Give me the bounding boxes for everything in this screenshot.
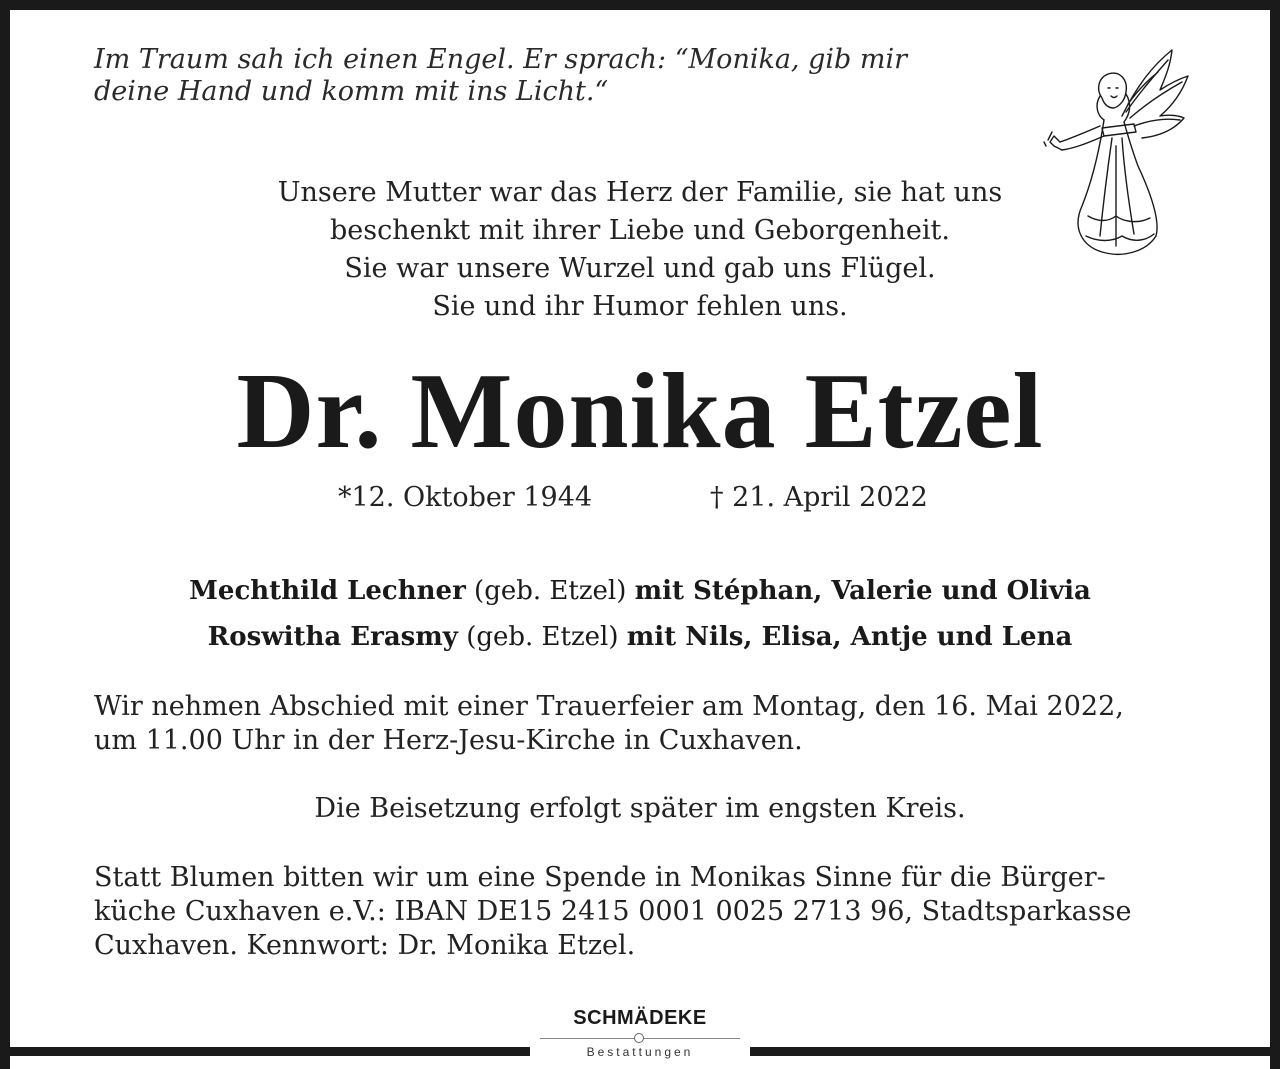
family-member-name: Mechthild Lechner [189, 576, 466, 606]
ceremony-line-1: Wir nehmen Abschied mit einer Trauerfeier am Montag, den 16. Mai 2022, [94, 691, 1124, 722]
donation-line-2: küche Cuxhaven e.V.: IBAN DE15 2415 0001 0025 2713 96, Stadtsparkasse [94, 896, 1132, 927]
family-member-children: mit Stéphan, Valerie und Olivia [634, 576, 1091, 606]
funeral-home-logo [540, 1004, 740, 1069]
funeral-home-subtitle: Bestattungen [586, 1045, 694, 1059]
family-member-row [0, 618, 1280, 656]
deceased-name: Dr. Monika Etzel [236, 352, 1044, 471]
ceremony-info [94, 690, 1194, 758]
motto-line-1: Im Traum sah ich einen Engel. Er sprach: “Monika, gib mir [94, 44, 908, 75]
angel-icon [1042, 46, 1192, 260]
death-date: † 21. April 2022 [710, 482, 928, 513]
tribute-line-2: beschenkt mit ihrer Liebe und Geborgenheit. [330, 215, 950, 246]
tribute-line-1: Unsere Mutter war das Herz der Familie, sie hat uns [277, 177, 1003, 208]
motto-line-2: deine Hand und komm mit ins Licht.“ [94, 76, 609, 107]
tribute-line-3: Sie war unsere Wurzel und gab uns Flügel. [344, 253, 936, 284]
bottom-rule-left [0, 1047, 530, 1056]
logo-dot-icon [634, 1033, 644, 1043]
donation-line-3: Cuxhaven. Kennwort: Dr. Monika Etzel. [94, 930, 636, 961]
funeral-home-brand: SCHMÄDEKE [573, 1007, 707, 1029]
family-member-maiden-name: (geb. Etzel) [466, 622, 619, 652]
birth-date: *12. Oktober 1944 [338, 482, 593, 513]
donation-info [94, 861, 1194, 963]
burial-line: Die Beisetzung erfolgt später im engsten Kreis. [314, 793, 966, 824]
family-member-name: Roswitha Erasmy [207, 622, 458, 652]
bottom-rule-right [750, 1047, 1280, 1056]
tribute-text [230, 174, 1050, 326]
ceremony-line-2: um 11.00 Uhr in der Herz-Jesu-Kirche in Cuxhaven. [94, 725, 803, 756]
donation-line-1: Statt Blumen bitten wir um eine Spende in Monikas Sinne für die Bürger- [94, 862, 1106, 893]
tribute-line-4: Sie und ihr Humor fehlen uns. [432, 291, 848, 322]
family-member-row [0, 572, 1280, 610]
family-member-children: mit Nils, Elisa, Antje und Lena [626, 622, 1073, 652]
family-member-maiden-name: (geb. Etzel) [474, 576, 627, 606]
burial-info [0, 792, 1280, 826]
motto-quote [94, 44, 1034, 108]
logo-divider [540, 1032, 740, 1044]
